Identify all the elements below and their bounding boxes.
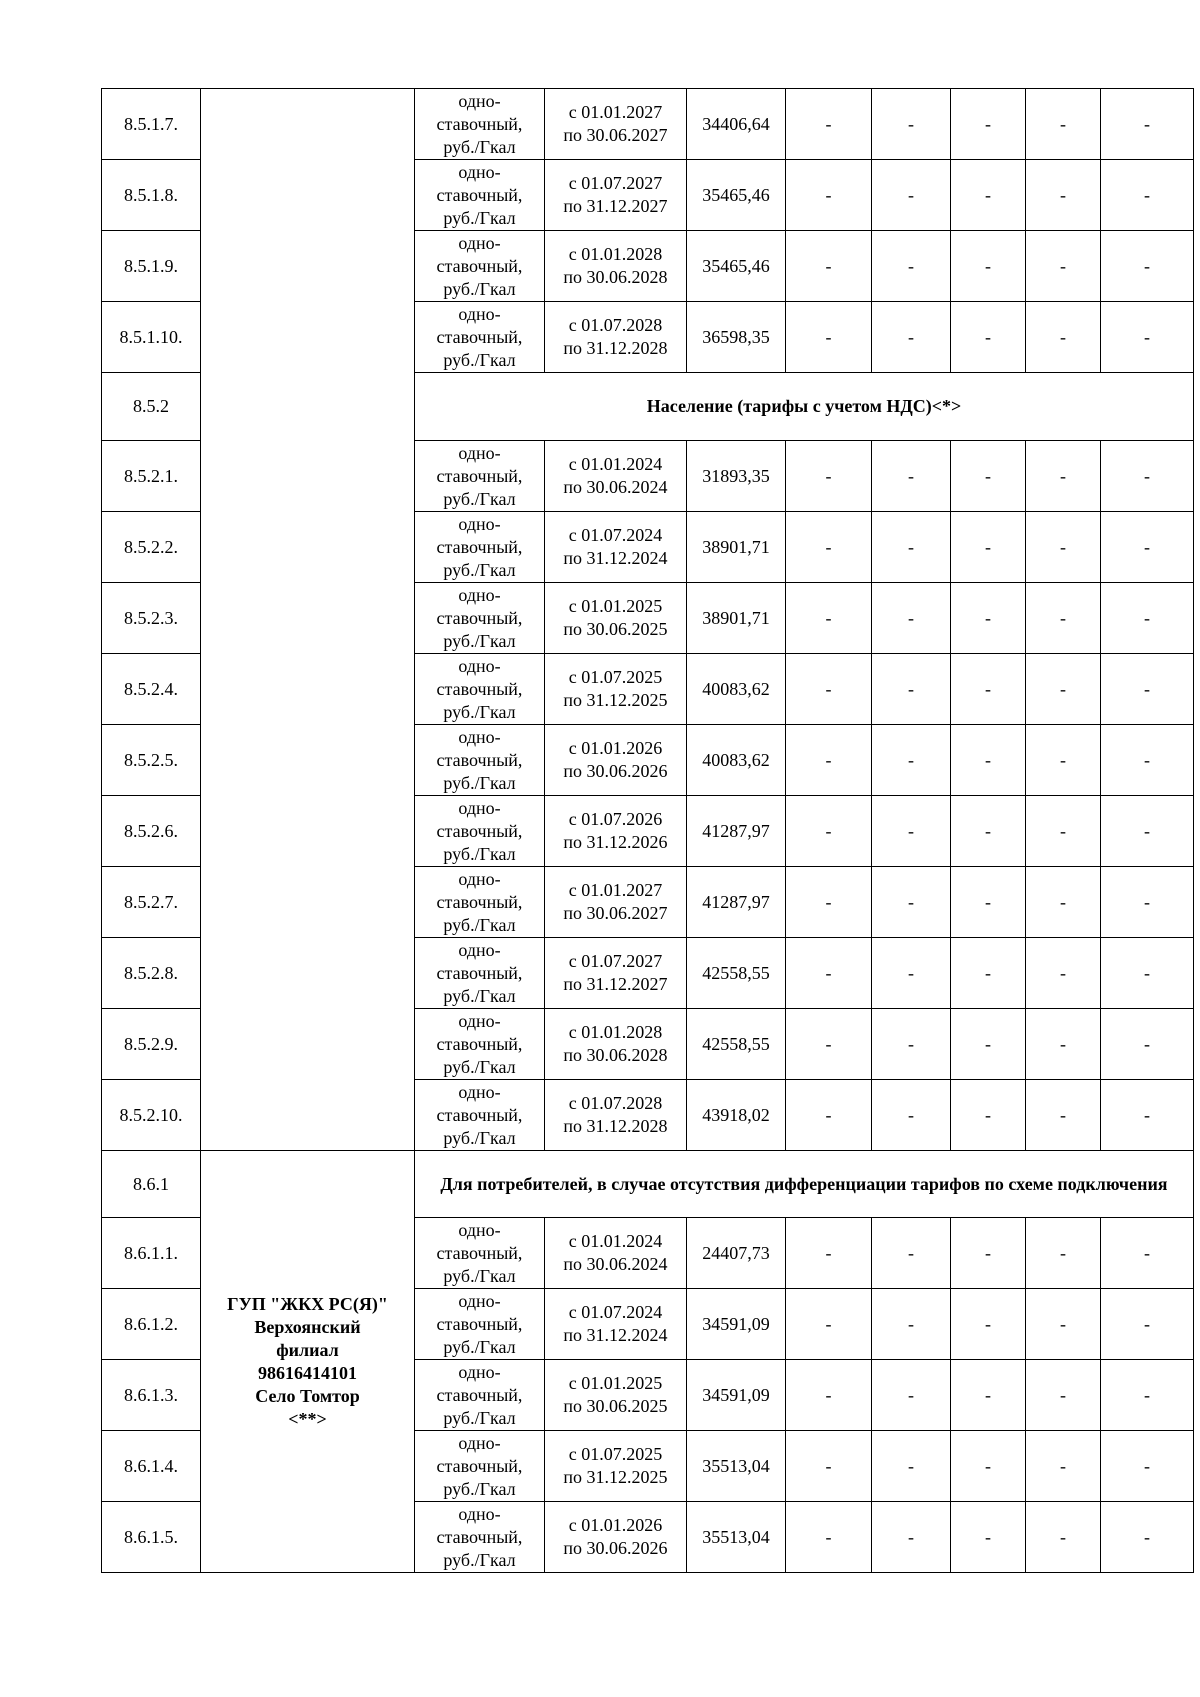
period-cell <box>545 938 687 1009</box>
rate-type-line: руб./Гкал <box>443 1478 516 1499</box>
rate-type-line: руб./Гкал <box>443 1056 516 1077</box>
empty-tariff-cell: - <box>872 160 951 231</box>
rate-type-line: ставочный, <box>436 1455 523 1476</box>
empty-tariff-cell: - <box>1101 1502 1194 1573</box>
row-number: 8.5.2.10. <box>102 1080 201 1151</box>
period-line: с 01.07.2024 <box>568 1302 663 1322</box>
section-row <box>102 1151 1194 1218</box>
empty-tariff-cell: - <box>786 725 872 796</box>
row-number: 8.5.2.2. <box>102 512 201 583</box>
rate-type-line: одно- <box>458 655 501 676</box>
rate-type-line: ставочный, <box>436 113 523 134</box>
period-line: с 01.01.2024 <box>568 454 663 474</box>
period-line: с 01.01.2028 <box>568 244 663 264</box>
rate-type-line: руб./Гкал <box>443 1336 516 1357</box>
rate-type-line: ставочный, <box>436 1242 523 1263</box>
rate-type-line: ставочный, <box>436 1526 523 1547</box>
empty-tariff-cell: - <box>1026 583 1101 654</box>
empty-tariff-cell: - <box>786 1009 872 1080</box>
period-cell <box>545 89 687 160</box>
rate-type-line: одно- <box>458 1081 501 1102</box>
row-number: 8.6.1.4. <box>102 1431 201 1502</box>
row-number: 8.5.2 <box>102 373 201 441</box>
period-cell <box>545 302 687 373</box>
rate-type-line: руб./Гкал <box>443 136 516 157</box>
empty-tariff-cell: - <box>786 302 872 373</box>
empty-tariff-cell: - <box>1101 302 1194 373</box>
period-line: по 30.06.2025 <box>563 1396 668 1416</box>
empty-tariff-cell: - <box>872 1502 951 1573</box>
rate-type-line: одно- <box>458 1010 501 1031</box>
empty-tariff-cell: - <box>951 1502 1026 1573</box>
rate-type-cell <box>415 938 545 1009</box>
tariff-value: 38901,71 <box>687 512 786 583</box>
empty-tariff-cell: - <box>1026 796 1101 867</box>
rate-type-line: ставочный, <box>436 255 523 276</box>
rate-type-line: ставочный, <box>436 184 523 205</box>
row-number: 8.6.1.1. <box>102 1218 201 1289</box>
organization-line: 98616414101 <box>258 1362 357 1383</box>
period-cell <box>545 1502 687 1573</box>
rate-type-line: одно- <box>458 726 501 747</box>
row-number: 8.5.1.9. <box>102 231 201 302</box>
row-number: 8.6.1.3. <box>102 1360 201 1431</box>
empty-tariff-cell: - <box>872 867 951 938</box>
period-line: с 01.01.2027 <box>568 880 663 900</box>
organization-line: ГУП "ЖКХ РС(Я)" <box>227 1293 388 1314</box>
empty-tariff-cell: - <box>786 512 872 583</box>
tariff-value: 41287,97 <box>687 867 786 938</box>
rate-type-line: ставочный, <box>436 1384 523 1405</box>
tariff-value: 35513,04 <box>687 1431 786 1502</box>
period-line: с 01.01.2025 <box>568 1373 663 1393</box>
empty-tariff-cell: - <box>872 231 951 302</box>
empty-tariff-cell: - <box>786 1431 872 1502</box>
empty-tariff-cell: - <box>1026 1009 1101 1080</box>
empty-tariff-cell: - <box>786 867 872 938</box>
rate-type-cell <box>415 1009 545 1080</box>
period-line: по 30.06.2024 <box>563 1254 668 1274</box>
empty-tariff-cell: - <box>951 302 1026 373</box>
tariff-value: 36598,35 <box>687 302 786 373</box>
tariff-value: 35465,46 <box>687 231 786 302</box>
empty-tariff-cell: - <box>1101 867 1194 938</box>
empty-tariff-cell: - <box>1101 796 1194 867</box>
organization-line: Село Томтор <box>255 1385 360 1406</box>
row-number: 8.6.1 <box>102 1151 201 1218</box>
rate-type-line: одно- <box>458 797 501 818</box>
empty-tariff-cell: - <box>1026 867 1101 938</box>
rate-type-cell <box>415 1431 545 1502</box>
row-number: 8.5.1.7. <box>102 89 201 160</box>
period-cell <box>545 231 687 302</box>
empty-tariff-cell: - <box>872 302 951 373</box>
empty-tariff-cell: - <box>872 938 951 1009</box>
empty-tariff-cell: - <box>1026 160 1101 231</box>
empty-tariff-cell: - <box>1026 725 1101 796</box>
empty-tariff-cell: - <box>1101 1289 1194 1360</box>
empty-tariff-cell: - <box>786 796 872 867</box>
organization-line: <**> <box>288 1408 327 1429</box>
row-number: 8.5.1.8. <box>102 160 201 231</box>
rate-type-line: одно- <box>458 868 501 889</box>
period-line: по 30.06.2025 <box>563 619 668 639</box>
period-cell <box>545 160 687 231</box>
empty-tariff-cell: - <box>872 441 951 512</box>
tariff-value: 31893,35 <box>687 441 786 512</box>
empty-tariff-cell: - <box>1026 1431 1101 1502</box>
period-line: с 01.07.2024 <box>568 525 663 545</box>
period-cell <box>545 1431 687 1502</box>
rate-type-cell <box>415 583 545 654</box>
tariff-value: 40083,62 <box>687 725 786 796</box>
empty-tariff-cell: - <box>951 512 1026 583</box>
empty-tariff-cell: - <box>1026 512 1101 583</box>
tariff-value: 38901,71 <box>687 583 786 654</box>
empty-tariff-cell: - <box>786 1502 872 1573</box>
rate-type-cell <box>415 512 545 583</box>
rate-type-cell <box>415 89 545 160</box>
rate-type-line: одно- <box>458 939 501 960</box>
empty-tariff-cell: - <box>1101 1080 1194 1151</box>
empty-tariff-cell: - <box>951 1289 1026 1360</box>
rate-type-line: руб./Гкал <box>443 701 516 722</box>
empty-tariff-cell: - <box>1026 938 1101 1009</box>
period-line: с 01.07.2025 <box>568 667 663 687</box>
rate-type-line: ставочный, <box>436 962 523 983</box>
empty-tariff-cell: - <box>1101 89 1194 160</box>
table-row <box>102 89 1194 160</box>
period-cell <box>545 1080 687 1151</box>
period-cell <box>545 725 687 796</box>
period-line: по 30.06.2027 <box>563 903 668 923</box>
rate-type-line: ставочный, <box>436 678 523 699</box>
row-number: 8.5.1.10. <box>102 302 201 373</box>
empty-tariff-cell: - <box>872 1009 951 1080</box>
period-line: по 31.12.2027 <box>563 974 668 994</box>
row-number: 8.5.2.3. <box>102 583 201 654</box>
empty-tariff-cell: - <box>872 583 951 654</box>
empty-tariff-cell: - <box>951 867 1026 938</box>
period-line: с 01.07.2027 <box>568 173 663 193</box>
rate-type-line: одно- <box>458 584 501 605</box>
empty-tariff-cell: - <box>951 89 1026 160</box>
row-number: 8.6.1.5. <box>102 1502 201 1573</box>
rate-type-line: ставочный, <box>436 891 523 912</box>
empty-tariff-cell: - <box>786 1218 872 1289</box>
rate-type-line: ставочный, <box>436 465 523 486</box>
empty-tariff-cell: - <box>786 1080 872 1151</box>
tariff-value: 42558,55 <box>687 1009 786 1080</box>
empty-tariff-cell: - <box>872 654 951 725</box>
empty-tariff-cell: - <box>1101 160 1194 231</box>
rate-type-line: одно- <box>458 513 501 534</box>
period-line: с 01.07.2025 <box>568 1444 663 1464</box>
period-cell <box>545 583 687 654</box>
period-line: с 01.07.2027 <box>568 951 663 971</box>
period-line: по 30.06.2026 <box>563 761 668 781</box>
organization-line: филиал <box>276 1339 339 1360</box>
period-cell <box>545 1218 687 1289</box>
row-number: 8.5.2.8. <box>102 938 201 1009</box>
section-title: Для потребителей, в случае отсутствия дифференциации тарифов по схеме подключения <box>415 1151 1194 1218</box>
period-line: по 31.12.2024 <box>563 548 668 568</box>
rate-type-line: руб./Гкал <box>443 559 516 580</box>
empty-tariff-cell: - <box>951 583 1026 654</box>
empty-tariff-cell: - <box>1026 654 1101 725</box>
period-line: по 30.06.2026 <box>563 1538 668 1558</box>
period-line: по 31.12.2025 <box>563 690 668 710</box>
tariff-table <box>101 88 1194 1573</box>
rate-type-line: ставочный, <box>436 536 523 557</box>
period-line: с 01.07.2026 <box>568 809 663 829</box>
rate-type-line: руб./Гкал <box>443 207 516 228</box>
empty-tariff-cell: - <box>951 796 1026 867</box>
empty-tariff-cell: - <box>1026 1502 1101 1573</box>
empty-tariff-cell: - <box>1026 302 1101 373</box>
empty-tariff-cell: - <box>1101 1360 1194 1431</box>
period-cell <box>545 1009 687 1080</box>
empty-tariff-cell: - <box>1101 441 1194 512</box>
empty-tariff-cell: - <box>872 1360 951 1431</box>
empty-tariff-cell: - <box>872 796 951 867</box>
tariff-table-body <box>102 89 1194 1573</box>
rate-type-line: руб./Гкал <box>443 772 516 793</box>
period-line: по 31.12.2024 <box>563 1325 668 1345</box>
period-line: по 30.06.2028 <box>563 1045 668 1065</box>
tariff-value: 34591,09 <box>687 1289 786 1360</box>
rate-type-cell <box>415 796 545 867</box>
period-cell <box>545 1289 687 1360</box>
empty-tariff-cell: - <box>951 1360 1026 1431</box>
empty-tariff-cell: - <box>1101 231 1194 302</box>
period-line: по 30.06.2024 <box>563 477 668 497</box>
period-line: по 30.06.2027 <box>563 125 668 145</box>
period-line: с 01.01.2027 <box>568 102 663 122</box>
empty-tariff-cell: - <box>951 1218 1026 1289</box>
rate-type-line: руб./Гкал <box>443 1265 516 1286</box>
rate-type-line: одно- <box>458 1361 501 1382</box>
row-number: 8.5.2.5. <box>102 725 201 796</box>
empty-tariff-cell: - <box>786 654 872 725</box>
organization-cell <box>201 89 415 1151</box>
rate-type-cell <box>415 725 545 796</box>
rate-type-line: одно- <box>458 90 501 111</box>
rate-type-line: ставочный, <box>436 1033 523 1054</box>
period-line: с 01.01.2028 <box>568 1022 663 1042</box>
row-number: 8.5.2.9. <box>102 1009 201 1080</box>
period-line: с 01.07.2028 <box>568 315 663 335</box>
empty-tariff-cell: - <box>1101 654 1194 725</box>
empty-tariff-cell: - <box>1101 1431 1194 1502</box>
empty-tariff-cell: - <box>1026 89 1101 160</box>
rate-type-line: одно- <box>458 1219 501 1240</box>
period-cell <box>545 1360 687 1431</box>
row-number: 8.5.2.6. <box>102 796 201 867</box>
rate-type-cell <box>415 1218 545 1289</box>
empty-tariff-cell: - <box>1026 1360 1101 1431</box>
tariff-value: 41287,97 <box>687 796 786 867</box>
rate-type-line: одно- <box>458 1503 501 1524</box>
tariff-value: 34591,09 <box>687 1360 786 1431</box>
rate-type-line: одно- <box>458 161 501 182</box>
rate-type-line: руб./Гкал <box>443 630 516 651</box>
period-cell <box>545 796 687 867</box>
empty-tariff-cell: - <box>872 89 951 160</box>
empty-tariff-cell: - <box>1101 512 1194 583</box>
organization-line: Верхоянский <box>254 1316 361 1337</box>
empty-tariff-cell: - <box>872 512 951 583</box>
period-cell <box>545 441 687 512</box>
period-line: по 31.12.2027 <box>563 196 668 216</box>
empty-tariff-cell: - <box>1026 231 1101 302</box>
empty-tariff-cell: - <box>872 1431 951 1502</box>
empty-tariff-cell: - <box>1101 1009 1194 1080</box>
period-line: с 01.01.2026 <box>568 738 663 758</box>
rate-type-line: ставочный, <box>436 1313 523 1334</box>
tariff-value: 40083,62 <box>687 654 786 725</box>
empty-tariff-cell: - <box>872 1080 951 1151</box>
empty-tariff-cell: - <box>786 89 872 160</box>
rate-type-cell <box>415 302 545 373</box>
row-number: 8.5.2.7. <box>102 867 201 938</box>
rate-type-line: руб./Гкал <box>443 843 516 864</box>
rate-type-cell <box>415 654 545 725</box>
empty-tariff-cell: - <box>951 231 1026 302</box>
empty-tariff-cell: - <box>872 725 951 796</box>
rate-type-line: ставочный, <box>436 326 523 347</box>
rate-type-line: одно- <box>458 303 501 324</box>
empty-tariff-cell: - <box>1101 938 1194 1009</box>
empty-tariff-cell: - <box>786 160 872 231</box>
empty-tariff-cell: - <box>951 1080 1026 1151</box>
rate-type-line: ставочный, <box>436 607 523 628</box>
rate-type-line: ставочный, <box>436 820 523 841</box>
rate-type-cell <box>415 160 545 231</box>
empty-tariff-cell: - <box>951 654 1026 725</box>
rate-type-cell <box>415 1080 545 1151</box>
empty-tariff-cell: - <box>1026 1218 1101 1289</box>
empty-tariff-cell: - <box>786 583 872 654</box>
rate-type-cell <box>415 231 545 302</box>
empty-tariff-cell: - <box>1101 583 1194 654</box>
rate-type-cell <box>415 1360 545 1431</box>
period-line: по 31.12.2028 <box>563 338 668 358</box>
empty-tariff-cell: - <box>1026 1080 1101 1151</box>
period-line: с 01.01.2025 <box>568 596 663 616</box>
section-title: Население (тарифы с учетом НДС)<*> <box>415 373 1194 441</box>
period-line: с 01.07.2028 <box>568 1093 663 1113</box>
period-line: по 31.12.2025 <box>563 1467 668 1487</box>
period-line: по 31.12.2028 <box>563 1116 668 1136</box>
rate-type-cell <box>415 867 545 938</box>
rate-type-cell <box>415 1502 545 1573</box>
empty-tariff-cell: - <box>786 1360 872 1431</box>
empty-tariff-cell: - <box>872 1289 951 1360</box>
tariff-value: 34406,64 <box>687 89 786 160</box>
rate-type-line: руб./Гкал <box>443 1549 516 1570</box>
rate-type-line: одно- <box>458 442 501 463</box>
rate-type-line: руб./Гкал <box>443 349 516 370</box>
row-number: 8.6.1.2. <box>102 1289 201 1360</box>
rate-type-line: руб./Гкал <box>443 985 516 1006</box>
empty-tariff-cell: - <box>1101 1218 1194 1289</box>
rate-type-cell <box>415 1289 545 1360</box>
empty-tariff-cell: - <box>951 441 1026 512</box>
empty-tariff-cell: - <box>951 160 1026 231</box>
empty-tariff-cell: - <box>951 1431 1026 1502</box>
period-cell <box>545 512 687 583</box>
rate-type-line: ставочный, <box>436 1104 523 1125</box>
tariff-value: 24407,73 <box>687 1218 786 1289</box>
empty-tariff-cell: - <box>951 725 1026 796</box>
rate-type-line: одно- <box>458 232 501 253</box>
tariff-value: 42558,55 <box>687 938 786 1009</box>
rate-type-line: руб./Гкал <box>443 914 516 935</box>
rate-type-cell <box>415 441 545 512</box>
tariff-value: 43918,02 <box>687 1080 786 1151</box>
empty-tariff-cell: - <box>786 1289 872 1360</box>
rate-type-line: руб./Гкал <box>443 278 516 299</box>
empty-tariff-cell: - <box>786 938 872 1009</box>
empty-tariff-cell: - <box>872 1218 951 1289</box>
empty-tariff-cell: - <box>951 938 1026 1009</box>
rate-type-line: одно- <box>458 1432 501 1453</box>
empty-tariff-cell: - <box>1026 441 1101 512</box>
rate-type-line: руб./Гкал <box>443 1127 516 1148</box>
rate-type-line: ставочный, <box>436 749 523 770</box>
period-line: по 30.06.2028 <box>563 267 668 287</box>
empty-tariff-cell: - <box>786 441 872 512</box>
row-number: 8.5.2.1. <box>102 441 201 512</box>
empty-tariff-cell: - <box>951 1009 1026 1080</box>
empty-tariff-cell: - <box>1101 725 1194 796</box>
organization-cell <box>201 1151 415 1573</box>
rate-type-line: руб./Гкал <box>443 1407 516 1428</box>
rate-type-line: руб./Гкал <box>443 488 516 509</box>
period-line: с 01.01.2024 <box>568 1231 663 1251</box>
period-cell <box>545 867 687 938</box>
empty-tariff-cell: - <box>786 231 872 302</box>
period-cell <box>545 654 687 725</box>
period-line: с 01.01.2026 <box>568 1515 663 1535</box>
empty-tariff-cell: - <box>1026 1289 1101 1360</box>
period-line: по 31.12.2026 <box>563 832 668 852</box>
tariff-value: 35465,46 <box>687 160 786 231</box>
row-number: 8.5.2.4. <box>102 654 201 725</box>
rate-type-line: одно- <box>458 1290 501 1311</box>
tariff-value: 35513,04 <box>687 1502 786 1573</box>
